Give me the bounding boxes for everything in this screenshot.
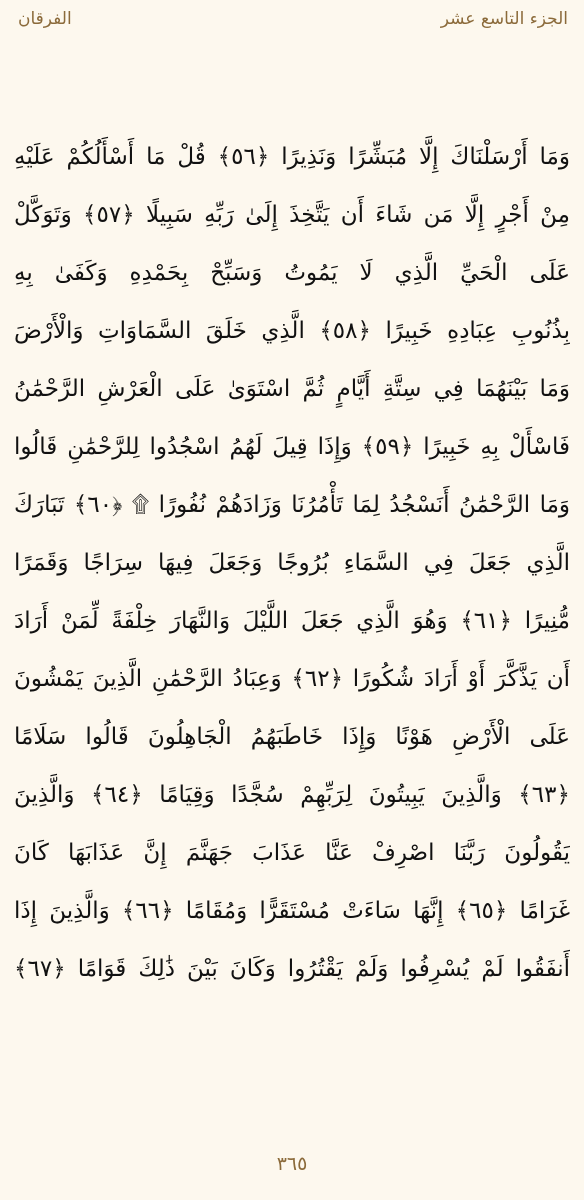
surah-label: الفرقان xyxy=(18,9,72,29)
text-line: يَقُولُونَ رَبَّنَا اصْرِفْ عَنَّا عَذَابَ جَهَنَّمَ إِنَّ عَذَابَهَا كَانَ xyxy=(14,840,570,866)
text-line: مُّنِيرًا ﴿٦١﴾ وَهُوَ الَّذِي جَعَلَ اللَّيْلَ وَالنَّهَارَ خِلْفَةً لِّمَنْ أَرَادَ xyxy=(14,608,570,634)
text-line: وَمَا أَرْسَلْنَاكَ إِلَّا مُبَشِّرًا وَنَذِيرًا ﴿٥٦﴾ قُلْ مَا أَسْأَلُكُمْ عَلَيْهِ xyxy=(14,144,570,170)
text-line: وَمَا بَيْنَهُمَا فِي سِتَّةِ أَيَّامٍ ثُمَّ اسْتَوَىٰ عَلَى الْعَرْشِ الرَّحْمَٰنُ xyxy=(14,376,570,402)
text-line: غَرَامًا ﴿٦٥﴾ إِنَّهَا سَاءَتْ مُسْتَقَرًّا وَمُقَامًا ﴿٦٦﴾ وَالَّذِينَ إِذَا xyxy=(14,898,570,924)
text-line: عَلَى الْحَيِّ الَّذِي لَا يَمُوتُ وَسَبِّحْ بِحَمْدِهِ وَكَفَىٰ بِهِ xyxy=(14,260,570,286)
text-line: أَن يَذَّكَّرَ أَوْ أَرَادَ شُكُورًا ﴿٦٢﴾ وَعِبَادُ الرَّحْمَٰنِ الَّذِينَ يَمْشُونَ xyxy=(14,666,570,692)
quran-page-text xyxy=(14,128,570,1048)
page-header xyxy=(0,0,584,40)
page-number: ٣٦٥ xyxy=(276,1153,308,1175)
text-line: ﴿٦٣﴾ وَالَّذِينَ يَبِيتُونَ لِرَبِّهِمْ سُجَّدًا وَقِيَامًا ﴿٦٤﴾ وَالَّذِينَ xyxy=(14,782,570,808)
text-line: بِذُنُوبِ عِبَادِهِ خَبِيرًا ﴿٥٨﴾ الَّذِي خَلَقَ السَّمَاوَاتِ وَالْأَرْضَ xyxy=(14,318,570,344)
juz-label: الجزء التاسع عشر xyxy=(440,9,568,29)
text-line: وَمَا الرَّحْمَٰنُ أَنَسْجُدُ لِمَا تَأْمُرُنَا وَزَادَهُمْ نُفُورًا ۩ ﴿٦٠﴾ تَبَارَكَ xyxy=(14,492,570,518)
text-line: أَنفَقُوا لَمْ يُسْرِفُوا وَلَمْ يَقْتُرُوا وَكَانَ بَيْنَ ذَٰلِكَ قَوَامًا ﴿٦٧﴾ xyxy=(14,956,570,982)
text-line: الَّذِي جَعَلَ فِي السَّمَاءِ بُرُوجًا وَجَعَلَ فِيهَا سِرَاجًا وَقَمَرًا xyxy=(14,550,570,576)
text-line: عَلَى الْأَرْضِ هَوْنًا وَإِذَا خَاطَبَهُمُ الْجَاهِلُونَ قَالُوا سَلَامًا xyxy=(14,724,570,750)
text-line: فَاسْأَلْ بِهِ خَبِيرًا ﴿٥٩﴾ وَإِذَا قِيلَ لَهُمُ اسْجُدُوا لِلرَّحْمَٰنِ قَالُوا xyxy=(14,434,570,460)
text-line: مِنْ أَجْرٍ إِلَّا مَن شَاءَ أَن يَتَّخِذَ إِلَىٰ رَبِّهِ سَبِيلًا ﴿٥٧﴾ وَتَوَكَّلْ xyxy=(14,202,570,228)
